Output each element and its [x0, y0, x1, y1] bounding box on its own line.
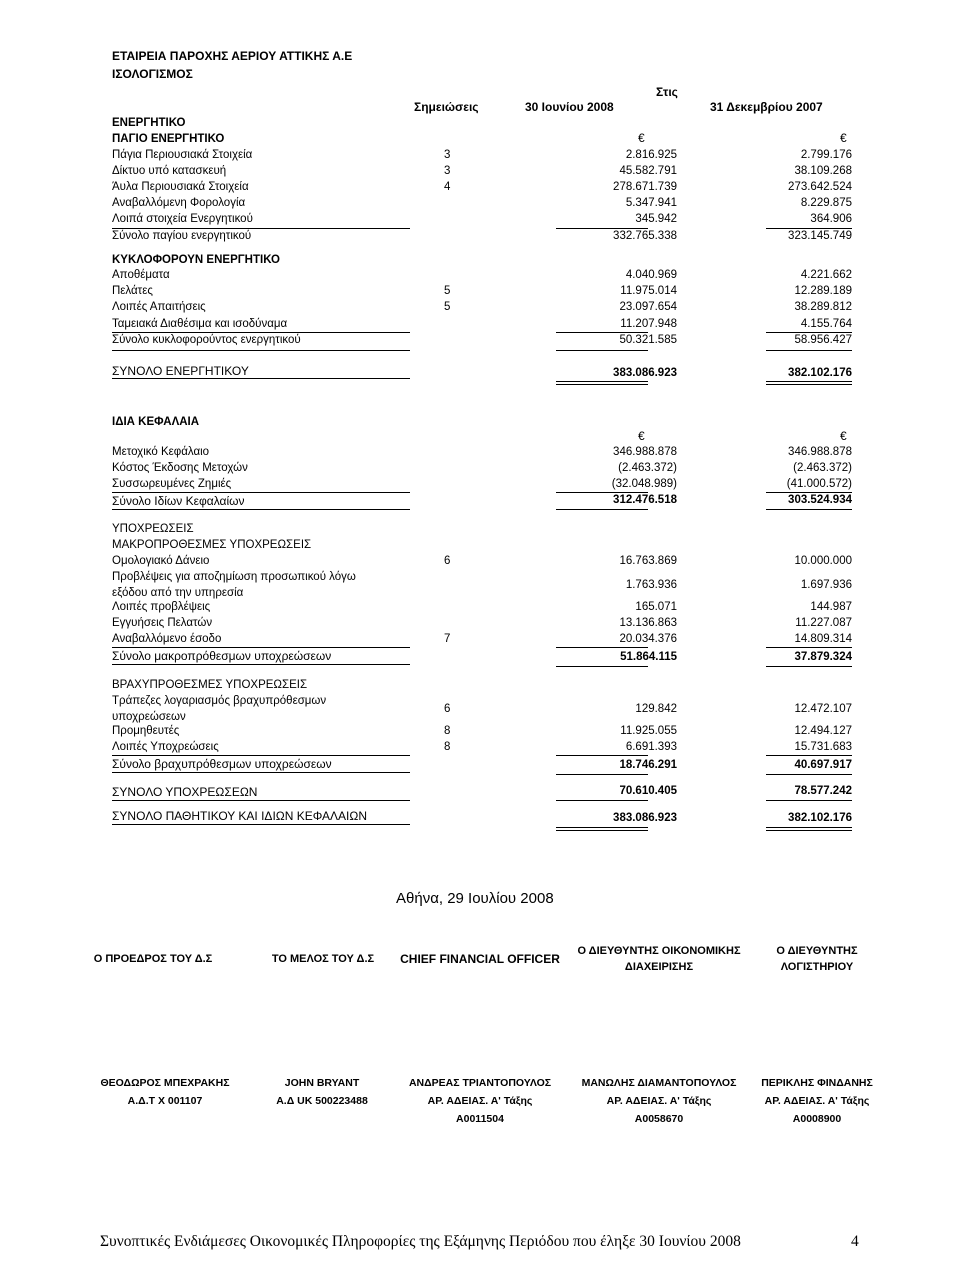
row-prior: 4.155.764 [800, 318, 852, 330]
total-prior: 323.145.749 [788, 230, 852, 242]
row-label: Λοιπά στοιχεία Ενεργητικού [112, 213, 253, 225]
divider [556, 509, 648, 510]
signatory-id: ΑΡ. ΑΔΕΙΑΣ. Α' Τάξης [764, 1095, 870, 1107]
row-current: 165.071 [635, 601, 677, 613]
row-label: Λοιπές Απαιτήσεις [112, 301, 206, 313]
row-note: 6 [444, 555, 451, 567]
row-current: 11.925.055 [620, 725, 677, 737]
divider [556, 384, 648, 385]
table-row [112, 285, 852, 300]
signatory-role: CHIEF FINANCIAL OFFICER [400, 952, 560, 966]
signatory-role: Ο ΔΙΕΥΘΥΝΤΗΣ ΟΙΚΟΝΟΜΙΚΗΣ ΔΙΑΧΕΙΡΙΣΗΣ [577, 945, 741, 973]
row-current: 346.988.878 [613, 446, 677, 458]
total-row [112, 230, 852, 245]
total-label: ΣΥΝΟΛΟ ΥΠΟΧΡΕΩΣΕΩΝ [112, 785, 258, 799]
row-label: Τράπεζες λογαριασμός βραχυπρόθεσμων [112, 695, 327, 707]
total-current: 70.610.405 [619, 785, 677, 797]
total-current: 18.746.291 [619, 759, 677, 771]
table-row [112, 301, 852, 316]
signatory-block [574, 1077, 744, 1125]
row-current: 11.975.014 [620, 285, 677, 297]
table-row [112, 213, 852, 228]
row-label: Λοιπές προβλέψεις [112, 601, 211, 613]
row-prior: 8.229.875 [800, 197, 852, 209]
total-label: Σύνολο βραχυπρόθεσμων υποχρεώσεων [112, 757, 332, 771]
divider [766, 827, 852, 828]
row-note: 7 [444, 633, 451, 645]
divider [556, 830, 648, 831]
table-row [112, 446, 852, 461]
row-label: Ταμειακά Διαθέσιμα και ισοδύναμα [112, 318, 288, 330]
liabilities-heading: ΥΠΟΧΡΕΩΣΕΙΣ [112, 523, 194, 535]
grand-total-prior: 382.102.176 [788, 812, 852, 824]
row-current: 345.942 [635, 213, 677, 225]
table-row [112, 695, 852, 727]
row-current: 4.040.969 [625, 269, 677, 281]
divider [112, 228, 410, 229]
row-note: 5 [444, 285, 451, 297]
row-label-continued: υποχρεώσεων [112, 711, 186, 723]
row-current: 23.097.654 [619, 301, 677, 313]
table-row [112, 181, 852, 196]
row-prior: 2.799.176 [800, 149, 852, 161]
signatory-license: Α0008900 [792, 1113, 842, 1125]
grand-total-label: ΣΥΝΟΛΟ ΕΝΕΡΓΗΤΙΚΟΥ [112, 364, 249, 378]
grand-total-current: 383.086.923 [613, 812, 677, 824]
row-prior: 364.906 [810, 213, 852, 225]
total-prior: 37.879.324 [794, 651, 852, 663]
row-prior: 4.221.662 [800, 269, 852, 281]
divider [556, 381, 648, 382]
divider [556, 647, 648, 648]
currency-symbol-current: € [638, 131, 645, 145]
table-row [112, 601, 852, 616]
divider [112, 647, 410, 648]
row-prior: 12.289.189 [794, 285, 852, 297]
divider [112, 664, 410, 665]
table-row [112, 462, 852, 477]
table-row [112, 555, 852, 570]
table-row [112, 197, 852, 212]
divider [766, 350, 852, 351]
table-row [112, 318, 852, 333]
table-row [112, 269, 852, 284]
long-term-heading: ΜΑΚΡΟΠΡΟΘΕΣΜΕΣ ΥΠΟΧΡΕΩΣΕΙΣ [112, 539, 312, 551]
divider [556, 800, 648, 801]
divider [112, 772, 410, 773]
divider [556, 350, 648, 351]
col-current-header: 30 Ιουνίου 2008 [525, 100, 614, 114]
row-current: 278.671.739 [613, 181, 677, 193]
divider [766, 774, 852, 775]
row-prior: 14.809.314 [794, 633, 852, 645]
table-row [112, 149, 852, 164]
total-row [112, 649, 852, 664]
currency-symbol-prior: € [840, 429, 847, 443]
total-row [112, 334, 852, 349]
total-label: Σύνολο μακροπρόθεσμων υποχρεώσεων [112, 649, 332, 663]
signatory-id: ΑΡ. ΑΔΕΙΑΣ. Α' Τάξης [606, 1095, 712, 1107]
at-label: Στις [656, 85, 678, 99]
divider [766, 666, 852, 667]
total-prior: 40.697.917 [794, 759, 852, 771]
currency-symbol-current: € [638, 429, 645, 443]
total-row [112, 757, 852, 772]
row-label: Εγγυήσεις Πελατών [112, 617, 213, 629]
row-label: Αναβαλλόμενη Φορολογία [112, 197, 246, 209]
row-prior: 38.289.812 [794, 301, 852, 313]
row-label: Πάγια Περιουσιακά Στοιχεία [112, 149, 253, 161]
signatory-block [100, 1077, 230, 1107]
divider [766, 492, 852, 493]
signatory-name: ΜΑΝΩΛΗΣ ΔΙΑΜΑΝΤΟΠΟΥΛΟΣ [581, 1077, 737, 1089]
col-notes-header: Σημειώσεις [414, 100, 479, 114]
row-label: Κόστος Έκδοσης Μετοχών [112, 462, 248, 474]
row-current: 11.207.948 [620, 318, 677, 330]
signatory-license: Α0058670 [634, 1113, 684, 1125]
signatory-block [752, 1077, 882, 1125]
table-row [112, 725, 852, 740]
page-number: 4 [851, 1233, 859, 1250]
divider [556, 666, 648, 667]
current-assets-heading: ΚΥΚΛΟΦΟΡΟΥΝ ΕΝΕΡΓΗΤΙΚΟ [112, 254, 280, 266]
grand-total-prior: 382.102.176 [788, 367, 852, 379]
grand-total-row [112, 809, 852, 824]
row-label: Συσσωρευμένες Ζημιές [112, 478, 232, 490]
row-note: 3 [444, 165, 451, 177]
row-current: 129.842 [635, 703, 677, 715]
divider [112, 755, 410, 756]
signatory-role: ΤΟ ΜΕΛΟΣ ΤΟΥ Δ.Σ [271, 953, 375, 965]
row-prior: 1.697.936 [800, 579, 852, 591]
row-prior: 38.109.268 [794, 165, 852, 177]
divider [556, 755, 648, 756]
row-note: 6 [444, 703, 451, 715]
signatory-name: ΘΕΟΔΩΡΟΣ ΜΠΕΧΡΑΚΗΣ [100, 1077, 230, 1089]
signatory-name: JOHN BRYANT [284, 1077, 360, 1089]
row-current: (2.463.372) [618, 462, 677, 474]
divider [112, 800, 410, 801]
divider [556, 332, 648, 333]
total-current: 50.321.585 [619, 334, 677, 346]
row-current: 13.136.863 [619, 617, 677, 629]
row-prior: (41.000.572) [786, 478, 852, 490]
signatory-block [262, 1077, 382, 1107]
row-current: 5.347.941 [625, 197, 677, 209]
row-label: Λοιπές Υποχρεώσεις [112, 741, 219, 753]
divider [766, 509, 852, 510]
total-current: 332.765.338 [613, 230, 677, 242]
row-prior: 15.731.683 [794, 741, 852, 753]
row-current: 16.763.869 [619, 555, 677, 567]
signatory-id: Α.Δ.Τ Χ 001107 [127, 1095, 203, 1107]
table-row [112, 741, 852, 756]
row-label: Προμηθευτές [112, 725, 180, 737]
signatory-block [400, 1077, 560, 1125]
statement-title: ΙΣΟΛΟΓΙΣΜΟΣ [112, 67, 193, 81]
row-label: Δίκτυο υπό κατασκευή [112, 165, 227, 177]
total-current: 51.864.115 [620, 651, 677, 663]
signatory-id: Α.Δ UK 500223488 [276, 1095, 368, 1107]
assets-heading: ΕΝΕΡΓΗΤΙΚΟ [112, 117, 186, 129]
row-label: Προβλέψεις για αποζημίωση προσωπικού λόγω [112, 571, 356, 583]
row-prior: 10.000.000 [794, 555, 852, 567]
divider [556, 492, 648, 493]
row-note: 8 [444, 741, 451, 753]
divider [766, 384, 852, 385]
row-note: 5 [444, 301, 451, 313]
currency-symbol-prior: € [840, 131, 847, 145]
row-label: Πελάτες [112, 285, 153, 297]
row-prior: 12.494.127 [794, 725, 852, 737]
col-prior-header: 31 Δεκεμβρίου 2007 [710, 100, 823, 114]
row-label: Αναβαλλόμενο έσοδο [112, 633, 222, 645]
row-current: (32.048.989) [611, 478, 677, 490]
total-row [112, 494, 852, 509]
divider [112, 350, 410, 351]
row-note: 3 [444, 149, 451, 161]
company-name: ΕΤΑΙΡΕΙΑ ΠΑΡΟΧΗΣ ΑΕΡΙΟΥ ΑΤΤΙΚΗΣ Α.Ε [112, 49, 353, 63]
divider [112, 332, 410, 333]
divider [112, 509, 410, 510]
signatory-role: Ο ΠΡΟΕΔΡΟΣ ΤΟΥ Δ.Σ [93, 953, 213, 965]
row-label: Άυλα Περιουσιακά Στοιχεία [112, 181, 249, 193]
page-footer: Συνοπτικές Ενδιάμεσες Οικονομικές Πληροφορίες της Εξάμηνης Περιόδου που έληξε 30 Ιουνίου 2008 [100, 1233, 741, 1250]
table-row [112, 633, 852, 648]
divider [766, 755, 852, 756]
divider [766, 800, 852, 801]
signatory-role: Ο ΔΙΕΥΘΥΝΤΗΣ ΛΟΓΙΣΤΗΡΙΟΥ [776, 945, 858, 973]
fixed-assets-heading: ΠΑΓΙΟ ΕΝΕΡΓΗΤΙΚΟ [112, 133, 225, 145]
row-prior: 11.227.087 [795, 617, 852, 629]
divider [112, 378, 410, 379]
total-row [112, 785, 852, 800]
table-row [112, 617, 852, 632]
total-label: Σύνολο Ιδίων Κεφαλαίων [112, 494, 245, 508]
table-row [112, 571, 852, 603]
row-prior: 346.988.878 [788, 446, 852, 458]
row-label: Αποθέματα [112, 269, 170, 281]
divider [766, 381, 852, 382]
row-label-continued: εξόδου από την υπηρεσία [112, 587, 244, 599]
row-current: 2.816.925 [625, 149, 677, 161]
divider [766, 228, 852, 229]
divider [112, 492, 410, 493]
signatory-name: ΑΝΔΡΕΑΣ ΤΡΙΑΝΤΟΠΟΥΛΟΣ [408, 1077, 552, 1089]
divider [766, 647, 852, 648]
divider [556, 827, 648, 828]
total-current: 312.476.518 [613, 494, 677, 506]
row-label: Μετοχικό Κεφάλαιο [112, 446, 210, 458]
grand-total-row [112, 364, 852, 379]
divider [112, 824, 410, 825]
table-row [112, 478, 852, 493]
row-note: 8 [444, 725, 451, 737]
divider [766, 332, 852, 333]
divider [556, 774, 648, 775]
row-current: 45.582.791 [619, 165, 677, 177]
row-current: 6.691.393 [625, 741, 677, 753]
row-current: 20.034.376 [619, 633, 677, 645]
row-current: 1.763.936 [625, 579, 677, 591]
total-label: Σύνολο κυκλοφορούντος ενεργητικού [112, 334, 301, 346]
total-prior: 303.524.934 [788, 494, 852, 506]
total-prior: 78.577.242 [794, 785, 852, 797]
total-prior: 58.956.427 [794, 334, 852, 346]
row-prior: 12.472.107 [794, 703, 852, 715]
signatory-id: ΑΡ. ΑΔΕΙΑΣ. Α' Τάξης [427, 1095, 533, 1107]
signatory-name: ΠΕΡΙΚΛΗΣ ΦΙΝΔΑΝΗΣ [761, 1077, 873, 1089]
row-prior: 273.642.524 [788, 181, 852, 193]
signatory-license: Α0011504 [456, 1113, 504, 1125]
divider [556, 228, 648, 229]
grand-total-current: 383.086.923 [613, 367, 677, 379]
total-label: Σύνολο παγίου ενεργητικού [112, 230, 252, 242]
divider [766, 830, 852, 831]
grand-total-label: ΣΥΝΟΛΟ ΠΑΘΗΤΙΚΟΥ ΚΑΙ ΙΔΙΩΝ ΚΕΦΑΛΑΙΩΝ [112, 809, 367, 823]
equity-heading: ΙΔΙΑ ΚΕΦΑΛΑΙΑ [112, 416, 200, 428]
row-prior: (2.463.372) [793, 462, 852, 474]
row-label: Ομολογιακό Δάνειο [112, 555, 210, 567]
row-note: 4 [444, 181, 451, 193]
place-date: Αθήνα, 29 Ιουλίου 2008 [396, 890, 554, 907]
short-term-heading: ΒΡΑΧΥΠΡΟΘΕΣΜΕΣ ΥΠΟΧΡΕΩΣΕΙΣ [112, 679, 308, 691]
table-row [112, 165, 852, 180]
row-prior: 144.987 [810, 601, 852, 613]
